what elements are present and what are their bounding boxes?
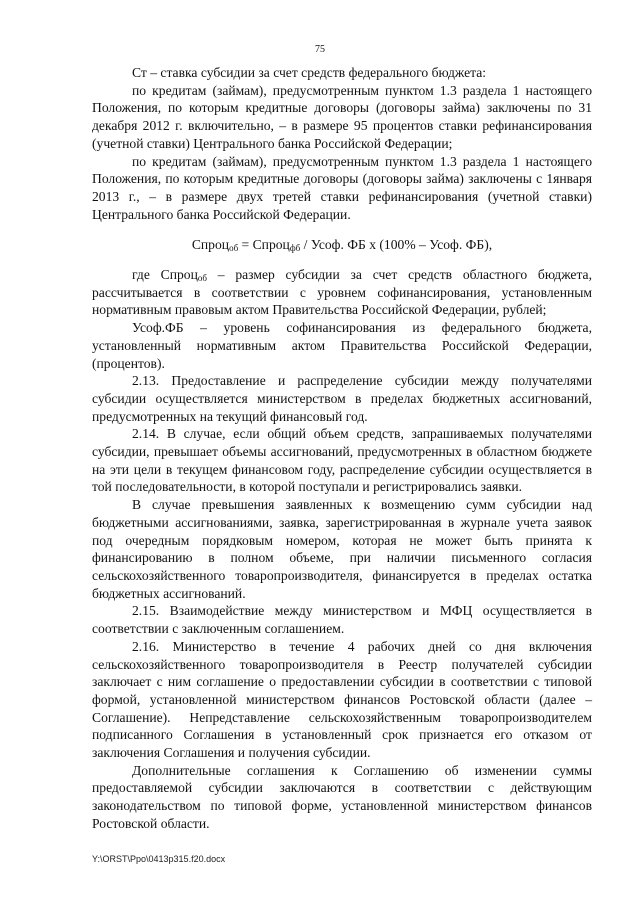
where-rest: – размер субсидии за счет средств областного бюджета, рассчитывается в соответствии с уровнем софинансирования, установленным нормативным правовым актом Правительства Российской Федерации, рублей; bbox=[92, 267, 592, 318]
paragraph-cofinancing-level: Усоф.ФБ – уровень софинансирования из федерального бюджета, установленный нормативным актом Правительства Российской Федерации, (процентов). bbox=[92, 320, 592, 371]
paragraph-2-15: 2.15. Взаимодействие между министерством и МФЦ осуществляется в соответствии с заключенным соглашением. bbox=[92, 603, 592, 637]
page-number: 75 bbox=[315, 44, 325, 55]
formula-eq-subscript: фб bbox=[289, 243, 301, 254]
paragraph-loans-before-2013: по кредитам (займам), предусмотренным пунктом 1.3 раздела 1 настоящего Положения, по которым кредитные договоры (договоры займа) заключены по 31 декабря 2012 г. включительно, – в размере 95 процентов ставки рефинансирования (учетной ставки) Центрального банка Российской Федерации; bbox=[92, 82, 592, 151]
paragraph-where-definition bbox=[92, 266, 592, 319]
paragraph-loans-from-2013: по кредитам (займам), предусмотренным пунктом 1.3 раздела 1 настоящего Положения, по которым кредитные договоры (договоры займа) заключены с 1января 2013 г., – в размере двух третей ставки рефинансирования (учетной ставки) Центрального банка Российской Федерации. bbox=[92, 153, 592, 222]
where-subscript: об bbox=[197, 273, 207, 284]
paragraph-2-14: 2.14. В случае, если общий объем средств, запрашиваемых получателями субсидии, превышает объемы ассигнований, предусмотренных в областном бюджете на эти цели в текущем финансовом году, распределение субсидии осуществляется в той последовательности, в которой поступали и регистрировались заявки. bbox=[92, 426, 592, 495]
paragraph-excess-claims: В случае превышения заявленных к возмещению сумм субсидии над бюджетными ассигнованиями, заявка, зарегистрированная в журнале учета заявок под очередным порядковым номером, которая не может быть принята к финансированию в полном объеме, при наличии письменного согласия сельскохозяйственного товаропроизводителя, финансируется в пределах остатка бюджетных ассигнований. bbox=[92, 497, 592, 601]
formula-lhs-subscript: об bbox=[229, 243, 239, 254]
file-path-footer: Y:\ORST\Ppo\0413p315.f20.docx bbox=[92, 854, 226, 864]
where-prefix: где Спроц bbox=[132, 267, 198, 283]
paragraph-rate-definition: Ст – ставка субсидии за счет средств федерального бюджета: bbox=[132, 65, 487, 80]
paragraph-2-16: 2.16. Министерство в течение 4 рабочих дней со дня включения сельскохозяйственного товаропроизводителя в Реестр получателей субсидии заключает с ним соглашение о предоставлении субсидии в соответствии с типовой формой, установленной министерством финансов Ростовской области (далее – Соглашение). Непредставление сельскохозяйственным товаропроизводителем подписанного Соглашения в установленный срок признается его отказом от заключения Соглашения и получения субсидии. bbox=[92, 638, 592, 761]
paragraph-2-13: 2.13. Предоставление и распределение субсидии между получателями субсидии осуществляется министерством в пределах бюджетных ассигнований, предусмотренных на текущий финансовый год. bbox=[92, 373, 592, 424]
subsidy-formula bbox=[92, 236, 592, 254]
formula-lhs: Спроц bbox=[191, 237, 230, 253]
document-body bbox=[92, 64, 592, 833]
formula-eq: = Спроц bbox=[238, 237, 290, 253]
formula-rhs: / Усоф. ФБ х (100% – Усоф. ФБ), bbox=[300, 237, 493, 253]
paragraph-additional-agreements: Дополнительные соглашения к Соглашению об изменении суммы предоставляемой субсидии заключаются в соответствии с действующим законодательством по типовой форме, установленной министерством финансов Ростовской области. bbox=[92, 762, 592, 831]
